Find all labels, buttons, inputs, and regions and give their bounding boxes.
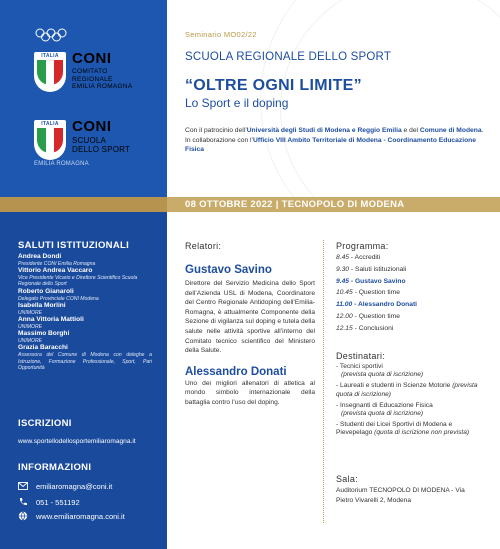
patrocinio-prefix: Con il patrocinio dell’ [185, 127, 247, 134]
saluti-list [18, 253, 152, 371]
person-role: Assessora del Comune di Modena con deleghe a Istruzione, Formazione Professionale, Sport, Pari Opportunità [18, 352, 152, 371]
informazioni-title: INFORMAZIONI [18, 462, 92, 473]
program-text: Conclusioni [358, 324, 394, 332]
person-name: Isabella Morlini [18, 301, 66, 309]
speaker-bio: Uno dei migliori allenatori di atletica al mondo simbolo internazionale della battaglia contro l’uso del doping. [185, 379, 315, 406]
destinatari-label: Destinatari: [336, 351, 386, 361]
sala-section [336, 474, 466, 506]
speaker-name: Alessandro Donati [185, 365, 287, 378]
coni-name: CONI [72, 118, 112, 135]
speaker-bio: Direttore del Servizio Medicina dello Sport dell’Azienda USL di Modena, Coordinatore del Centro Regionale Antidoping dell’Emilia-Romagna, è attualmente Componente della Sezione di vigilanza sul doping e tutela della salute nelle attività sportive all’interno del Comitato tecnico scientifico del Ministero della Salute. [185, 280, 315, 355]
phone-number: 051 - 551192 [36, 497, 80, 507]
list-item [18, 316, 152, 330]
coni-sub-line: DELLO SPORT [72, 145, 131, 154]
program-time: 9.30 [336, 265, 350, 273]
decorative-arc [260, 0, 500, 197]
email-link[interactable]: emiliaromagna@coni.it [36, 481, 113, 491]
mail-icon [18, 481, 28, 491]
destinatari-section [336, 351, 486, 441]
program-text: Gustavo Savino [354, 277, 406, 285]
coni-regionale-logo [34, 30, 133, 92]
destinatari-text: - Tecnici sportivi [336, 363, 383, 370]
scuola-heading: SCUOLA REGIONALE DELLO SPORT [185, 51, 392, 63]
iscrizioni-title: ISCRIZIONI [18, 418, 72, 429]
website-row[interactable] [18, 511, 125, 521]
program-text: Alessandro Donati [357, 301, 418, 309]
program-text: Saluti istituzionali [354, 265, 407, 273]
destinatari-note: (prevista quota di iscrizione) [341, 371, 424, 379]
list-item [18, 253, 152, 267]
destinatari-text: - Insegnanti di Educazione Fisica [336, 401, 433, 409]
person-name: Massimo Borghi [18, 330, 70, 338]
person-role: Delegato Provinciale CONI Modena [18, 295, 99, 302]
italia-shield-icon [34, 52, 66, 92]
programma-list [336, 252, 486, 335]
shield-label: ITALIA [41, 53, 59, 59]
italia-shield-icon [34, 120, 66, 160]
program-time: 12.15 [336, 324, 353, 332]
patrocinio-mid: e del [401, 127, 420, 134]
coni-name: CONI [72, 50, 112, 67]
list-item [18, 288, 152, 302]
coni-sub-line: EMILIA ROMAGNA [72, 83, 133, 90]
coni-sub-line: SCUOLA [72, 136, 107, 145]
list-item: 11.00 - Alessandro Donati [336, 301, 418, 309]
list-item [336, 421, 486, 437]
program-text: Question time [358, 312, 400, 320]
phone-icon [18, 497, 28, 507]
person-role: Vice Presidente Vicario e Direttore Scientifico Scuola Regionale dello Sport [18, 275, 138, 288]
relatori-label: Relatori: [185, 241, 222, 251]
coni-scuola-text [72, 120, 130, 154]
program-time: 10.45 [336, 289, 353, 297]
sala-label: Sala: [336, 474, 359, 484]
email-row[interactable] [18, 481, 112, 491]
coni-sub-line: COMITATO [72, 68, 108, 75]
coni-scuola-logo [34, 120, 130, 160]
person-role: UNIMORE [18, 338, 43, 345]
shield-label: ITALIA [41, 121, 59, 127]
list-item [18, 302, 152, 316]
person-name: Anna Vittoria Mattioli [18, 316, 84, 324]
list-item: 9.45 - Gustavo Savino [336, 277, 406, 285]
program-text: Question time [358, 289, 400, 297]
person-role: UNIMORE [18, 309, 43, 316]
list-item [336, 402, 486, 418]
list-item [336, 382, 486, 398]
programma-section [336, 241, 486, 335]
italian-flag-icon [37, 128, 63, 153]
program-time: 11.00 [336, 301, 353, 309]
programma-label: Programma: [336, 241, 389, 251]
list-item: 10.45 - Question time [336, 289, 400, 297]
list-item [336, 363, 486, 379]
globe-icon [18, 511, 28, 521]
website-link[interactable]: www.emiliaromagna.coni.it [36, 511, 125, 521]
coni-sub-line: REGIONALE [72, 75, 113, 83]
person-name: Andrea Dondi [18, 253, 62, 260]
event-date-location: 08 OTTOBRE 2022 | TECNOPOLO DI MODENA [185, 199, 405, 210]
person-role: Presidente CONI Emilia Romagna [18, 261, 96, 267]
person-name: Vittorio Andrea Vaccaro [18, 267, 93, 275]
destinatari-text: - Laureati e studenti in Scienze Motorie [336, 382, 451, 390]
patrocinio-text [185, 126, 485, 155]
list-item: 9.30 - Saluti istituzionali [336, 265, 407, 273]
date-bar-left [0, 197, 167, 212]
list-item [18, 267, 152, 287]
event-title: “OLTRE OGNI LIMITE” [185, 77, 362, 94]
speaker-name: Gustavo Savino [185, 264, 272, 276]
person-role: UNIMORE [18, 324, 43, 331]
destinatari-note: (prevista quota di iscrizione) [341, 410, 424, 418]
program-time: 9.45 [336, 277, 350, 285]
italian-flag-icon [37, 60, 63, 85]
program-text: Accrediti [354, 254, 381, 261]
destinatari-note: (prevista quota di iscrizione) [336, 382, 478, 398]
phone-row [18, 497, 80, 507]
list-item [18, 344, 152, 371]
coni-regionale-text [72, 52, 133, 91]
collab-prefix: In collaborazione con l’ [185, 136, 254, 144]
person-name: Roberto Gianaroli [18, 287, 74, 295]
destinatari-text: - Studenti dei Licei Sportivi di Modena e Pievepelago [336, 421, 453, 437]
program-time: 8.45 [336, 254, 350, 261]
list-item: 12.15 - Conclusioni [336, 324, 394, 332]
relatori-section [185, 241, 315, 408]
patrocinio-end: . [481, 127, 484, 134]
olympic-rings-icon [34, 28, 68, 42]
collab-ufficio: Ufficio VIII Ambito Territoriale di Modena - Coordinamento Educazione Fisica [185, 136, 476, 154]
list-item: 8.45 - Accrediti [336, 254, 381, 261]
seminario-code: Seminario MO02/22 [185, 30, 257, 39]
saluti-title: SALUTI ISTITUZIONALI [18, 240, 130, 251]
patrocinio-comune: Comune di Modena [419, 127, 482, 134]
program-time: 12.00 [336, 312, 353, 320]
sala-address: Auditorium TECNOPOLO DI MODENA - Via Pietro Vivarelli 2, Modena [336, 487, 465, 504]
person-name: Grazia Baracchi [18, 344, 68, 352]
list-item: 12.00 - Question time [336, 312, 400, 320]
column-divider [323, 240, 324, 523]
patrocinio-unimore: Università degli Studi di Modena e Reggio Emilia [246, 127, 402, 134]
iscrizioni-link[interactable]: www.sportellodellosportemiliaromagna.it [18, 438, 136, 445]
destinatari-list [336, 363, 486, 438]
list-item [18, 330, 152, 344]
coni-scuola-region: EMILIA ROMAGNA [34, 161, 89, 167]
destinatari-note: (quota di iscrizione non prevista) [374, 429, 470, 437]
event-subtitle: Lo Sport e il doping [185, 96, 289, 110]
